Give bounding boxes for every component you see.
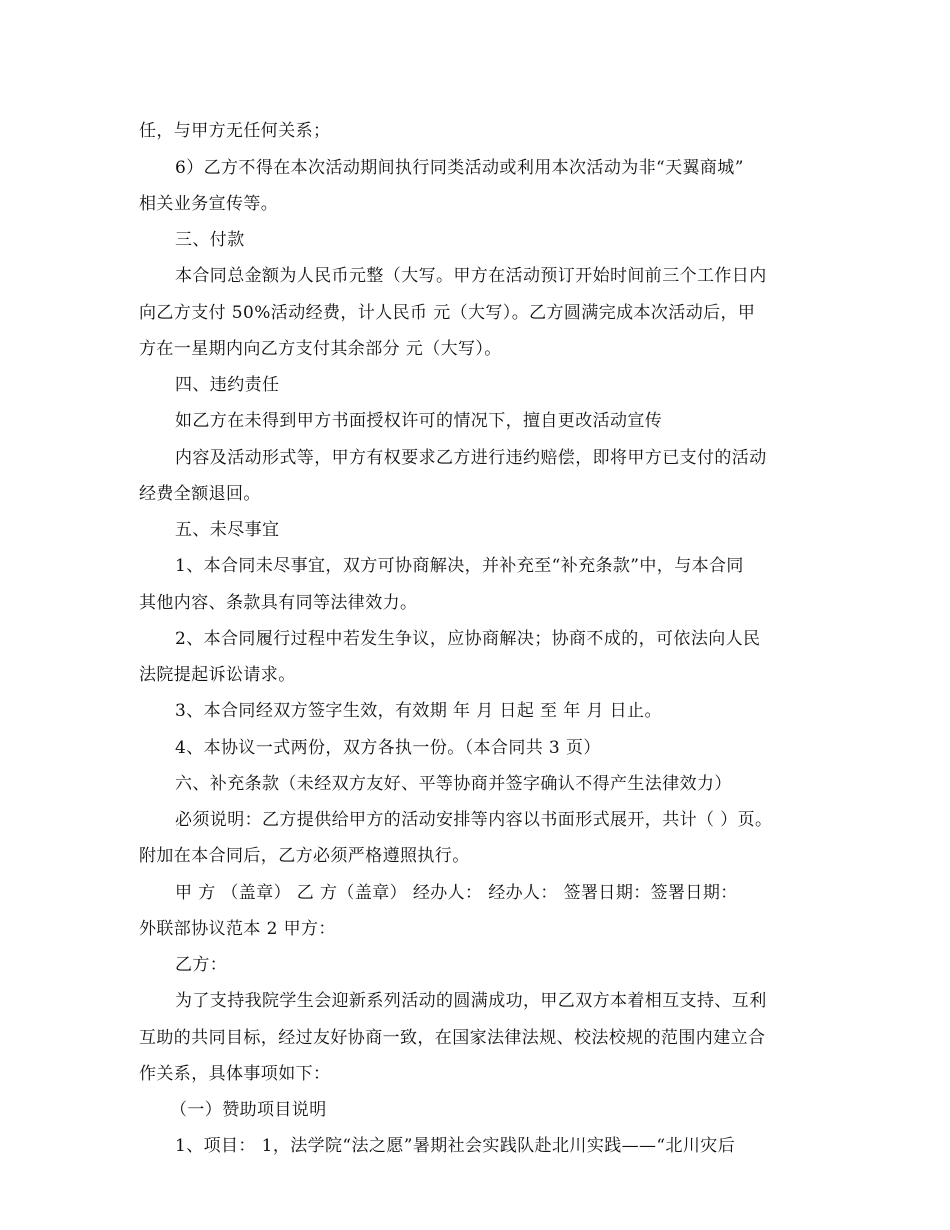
text-line: 内容及活动形式等，甲方有权要求乙方进行违约赔偿，即将甲方已支付的活动 [175,448,767,468]
text-line: 本合同总金额为人民币元整（大写。甲方在活动预订开始时间前三个工作日内 [175,266,767,286]
section-heading-supplement: 六、补充条款（未经双方友好、平等协商并签字确认不得产生法律效力） [175,774,732,794]
template-title: 外联部协议范本 2 甲方： [139,919,336,939]
text-line: 方在一星期内向乙方支付其余部分 元（大写）。 [139,339,502,359]
text-line: 法院提起诉讼请求。 [139,665,296,685]
text-line: 1、本合同未尽事宜，双方可协商解决，并补充至“补充条款”中，与本合同 [175,556,744,576]
text-line: 3、本合同经双方签字生效，有效期 年 月 日起 至 年 月 日止。 [175,701,662,721]
text-line: 经费全额退回。 [139,484,261,504]
section-heading-breach: 四、违约责任 [175,375,280,395]
text-line: 1、项目： 1，法学院“法之愿”暑期社会实践队赴北川实践——“北川灾后 [175,1136,736,1156]
signature-line: 甲 方 （盖章） 乙 方（盖章） 经办人： 经办人： 签署日期：签署日期： [175,883,738,903]
text-line: 2、本合同履行过程中若发生争议，应协商解决；协商不成的，可依法向人民 [175,629,761,649]
section-heading-payment: 三、付款 [175,230,245,250]
text-line: 其他内容、条款具有同等法律效力。 [139,593,418,613]
text-line: 为了支持我院学生会迎新系列活动的圆满成功，甲乙双方本着相互支持、互利 [175,991,767,1011]
text-line: 向乙方支付 50%活动经费，计人民币 元（大写）。乙方圆满完成本次活动后，甲 [139,303,756,323]
text-line: 6）乙方不得在本次活动期间执行同类活动或利用本次活动为非“天翼商城” [175,158,744,178]
text-line: 必须说明：乙方提供给甲方的活动安排等内容以书面形式展开，共计（ ）页。 [175,810,773,830]
text-line: 相关业务宣传等。 [139,194,279,214]
text-line: 乙方： [175,955,228,975]
section-heading-sponsorship: （一）赞助项目说明 [170,1100,327,1120]
section-heading-pending: 五、未尽事宜 [175,520,280,540]
text-line: 4、本协议一式两份，双方各执一份。（本合同共 3 页） [175,738,601,758]
text-line: 作关系，具体事项如下： [139,1064,331,1084]
text-line: 互助的共同目标，经过友好协商一致，在国家法律法规、校法校规的范围内建立合 [139,1028,766,1048]
text-line: 如乙方在未得到甲方书面授权许可的情况下，擅自更改活动宣传 [175,411,663,431]
text-line: 任，与甲方无任何关系； [139,121,331,141]
text-line: 附加在本合同后，乙方必须严格遵照执行。 [139,846,470,866]
